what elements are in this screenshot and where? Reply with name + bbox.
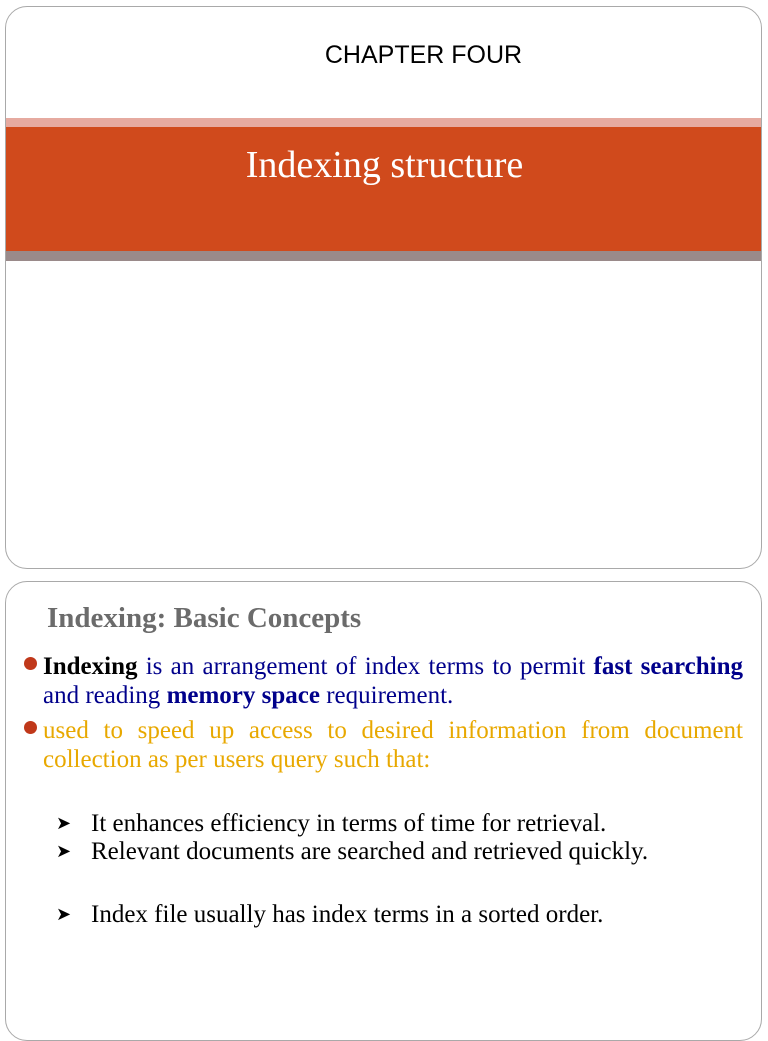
bullet-dot-icon [24,721,37,734]
bullet-speed-up-access [24,716,743,774]
slide-basic-concepts [5,581,762,1041]
bullet-dot-icon [24,657,37,670]
slide-title: Indexing structure [245,144,524,186]
subpoint-relevant-documents [56,838,743,866]
bullet-text-part: and reading [43,682,167,709]
band-top-stripe [6,118,761,127]
bullet-text-part: requirement. [319,682,454,709]
arrowhead-icon: ➤ [56,904,72,925]
subpoint-text: It enhances efficiency in terms of time for retrieval. [91,810,607,837]
slide-heading: Indexing: Basic Concepts [47,602,362,634]
subpoint-text: Index file usually has index terms in a sorted order. [91,901,604,928]
bullet-text-part: is an arrangement of index terms to permit [137,653,594,680]
arrowhead-icon: ➤ [56,841,72,862]
emphasis-fast-searching: fast searching [593,653,743,680]
chapter-label: CHAPTER FOUR [324,41,523,69]
term-indexing: Indexing [43,653,138,680]
slide-chapter-four [5,6,762,569]
bullet-text: used to speed up access to desired information from document collection as per users query such that: [43,717,743,773]
emphasis-memory-space: memory space [166,682,320,709]
bullet-indexing-definition [24,652,743,710]
arrowhead-icon: ➤ [56,813,72,834]
band-bottom-stripe [6,251,761,261]
bullet-text [24,652,743,710]
title-band [6,127,761,251]
subpoint-text: Relevant documents are searched and retrieved quickly. [91,838,649,865]
subpoint-efficiency [56,810,743,838]
subpoint-sorted-order [56,901,743,929]
